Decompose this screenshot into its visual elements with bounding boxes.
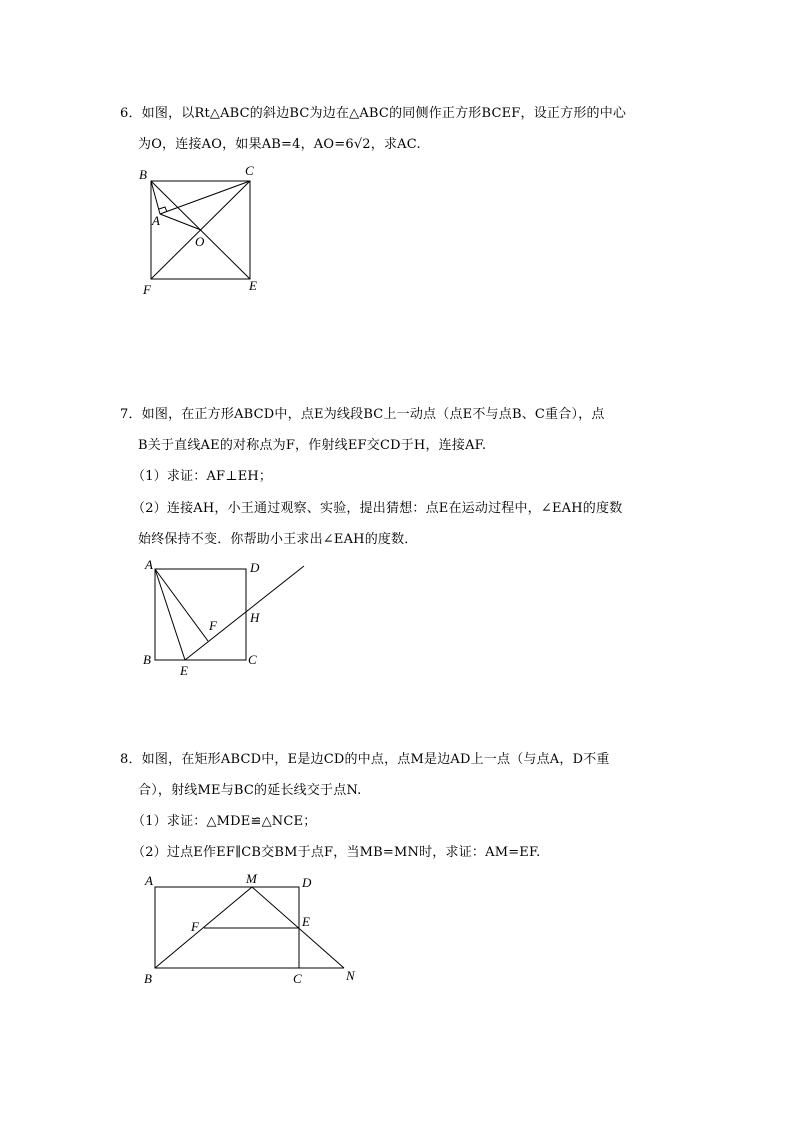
problem-7-line-3: （1）求证：AF⊥EH； [132,469,273,484]
label-d: D [302,875,312,890]
problem-7-line-1: 7．如图，在正方形ABCD中，点E为线段BC上一动点（点E不与点B、C重合），点 [120,407,605,422]
problem-7-line-5: 始终保持不变．你帮助小王求出∠EAH的度数． [138,532,418,547]
problem-7-line-2: B关于直线AE的对称点为F，作射线EF交CD于H，连接AF. [138,438,487,453]
problem-8-line-2: 合），射线ME与BC的延长线交于点N. [138,783,362,798]
problem-8-line-3: （1）求证：△MDE≌△NCE； [132,814,317,829]
label-e: E [180,663,188,678]
label-a: A [145,873,153,888]
label-d: D [250,560,260,575]
problem-6-line-2: 为O，连接AO，如果AB=4，AO=6√2，求AC. [138,137,421,152]
label-b: B [143,652,151,667]
label-c: C [248,652,257,667]
problem-7-line-4: （2）连接AH，小王通过观察、实验，提出猜想：点E在运动过程中，∠EAH的度数 [132,501,623,516]
label-e: E [302,914,310,929]
label-a: A [145,557,153,572]
label-f: F [209,618,217,633]
label-n: N [346,968,355,983]
label-a: A [152,213,160,228]
label-e: E [249,278,257,293]
problem-8-line-4: （2）过点E作EF∥CB交BM于点F，当MB=MN时，求证：AM=EF. [132,845,541,860]
label-f: F [143,282,151,297]
label-h: H [250,610,260,625]
label-b: B [144,971,152,986]
label-f: F [191,919,199,934]
label-c: C [293,971,302,986]
label-b: B [139,167,147,182]
label-m: M [246,871,257,886]
label-c: C [245,163,254,178]
problem-8-line-1: 8．如图，在矩形ABCD中，E是边CD的中点，点M是边AD上一点（与点A，D不重 [120,752,610,767]
problem-6-line-1: 6．如图，以Rt△ABC的斜边BC为边在△ABC的同侧作正方形BCEF，设正方形的中心 [120,106,627,121]
label-o: O [195,234,205,249]
